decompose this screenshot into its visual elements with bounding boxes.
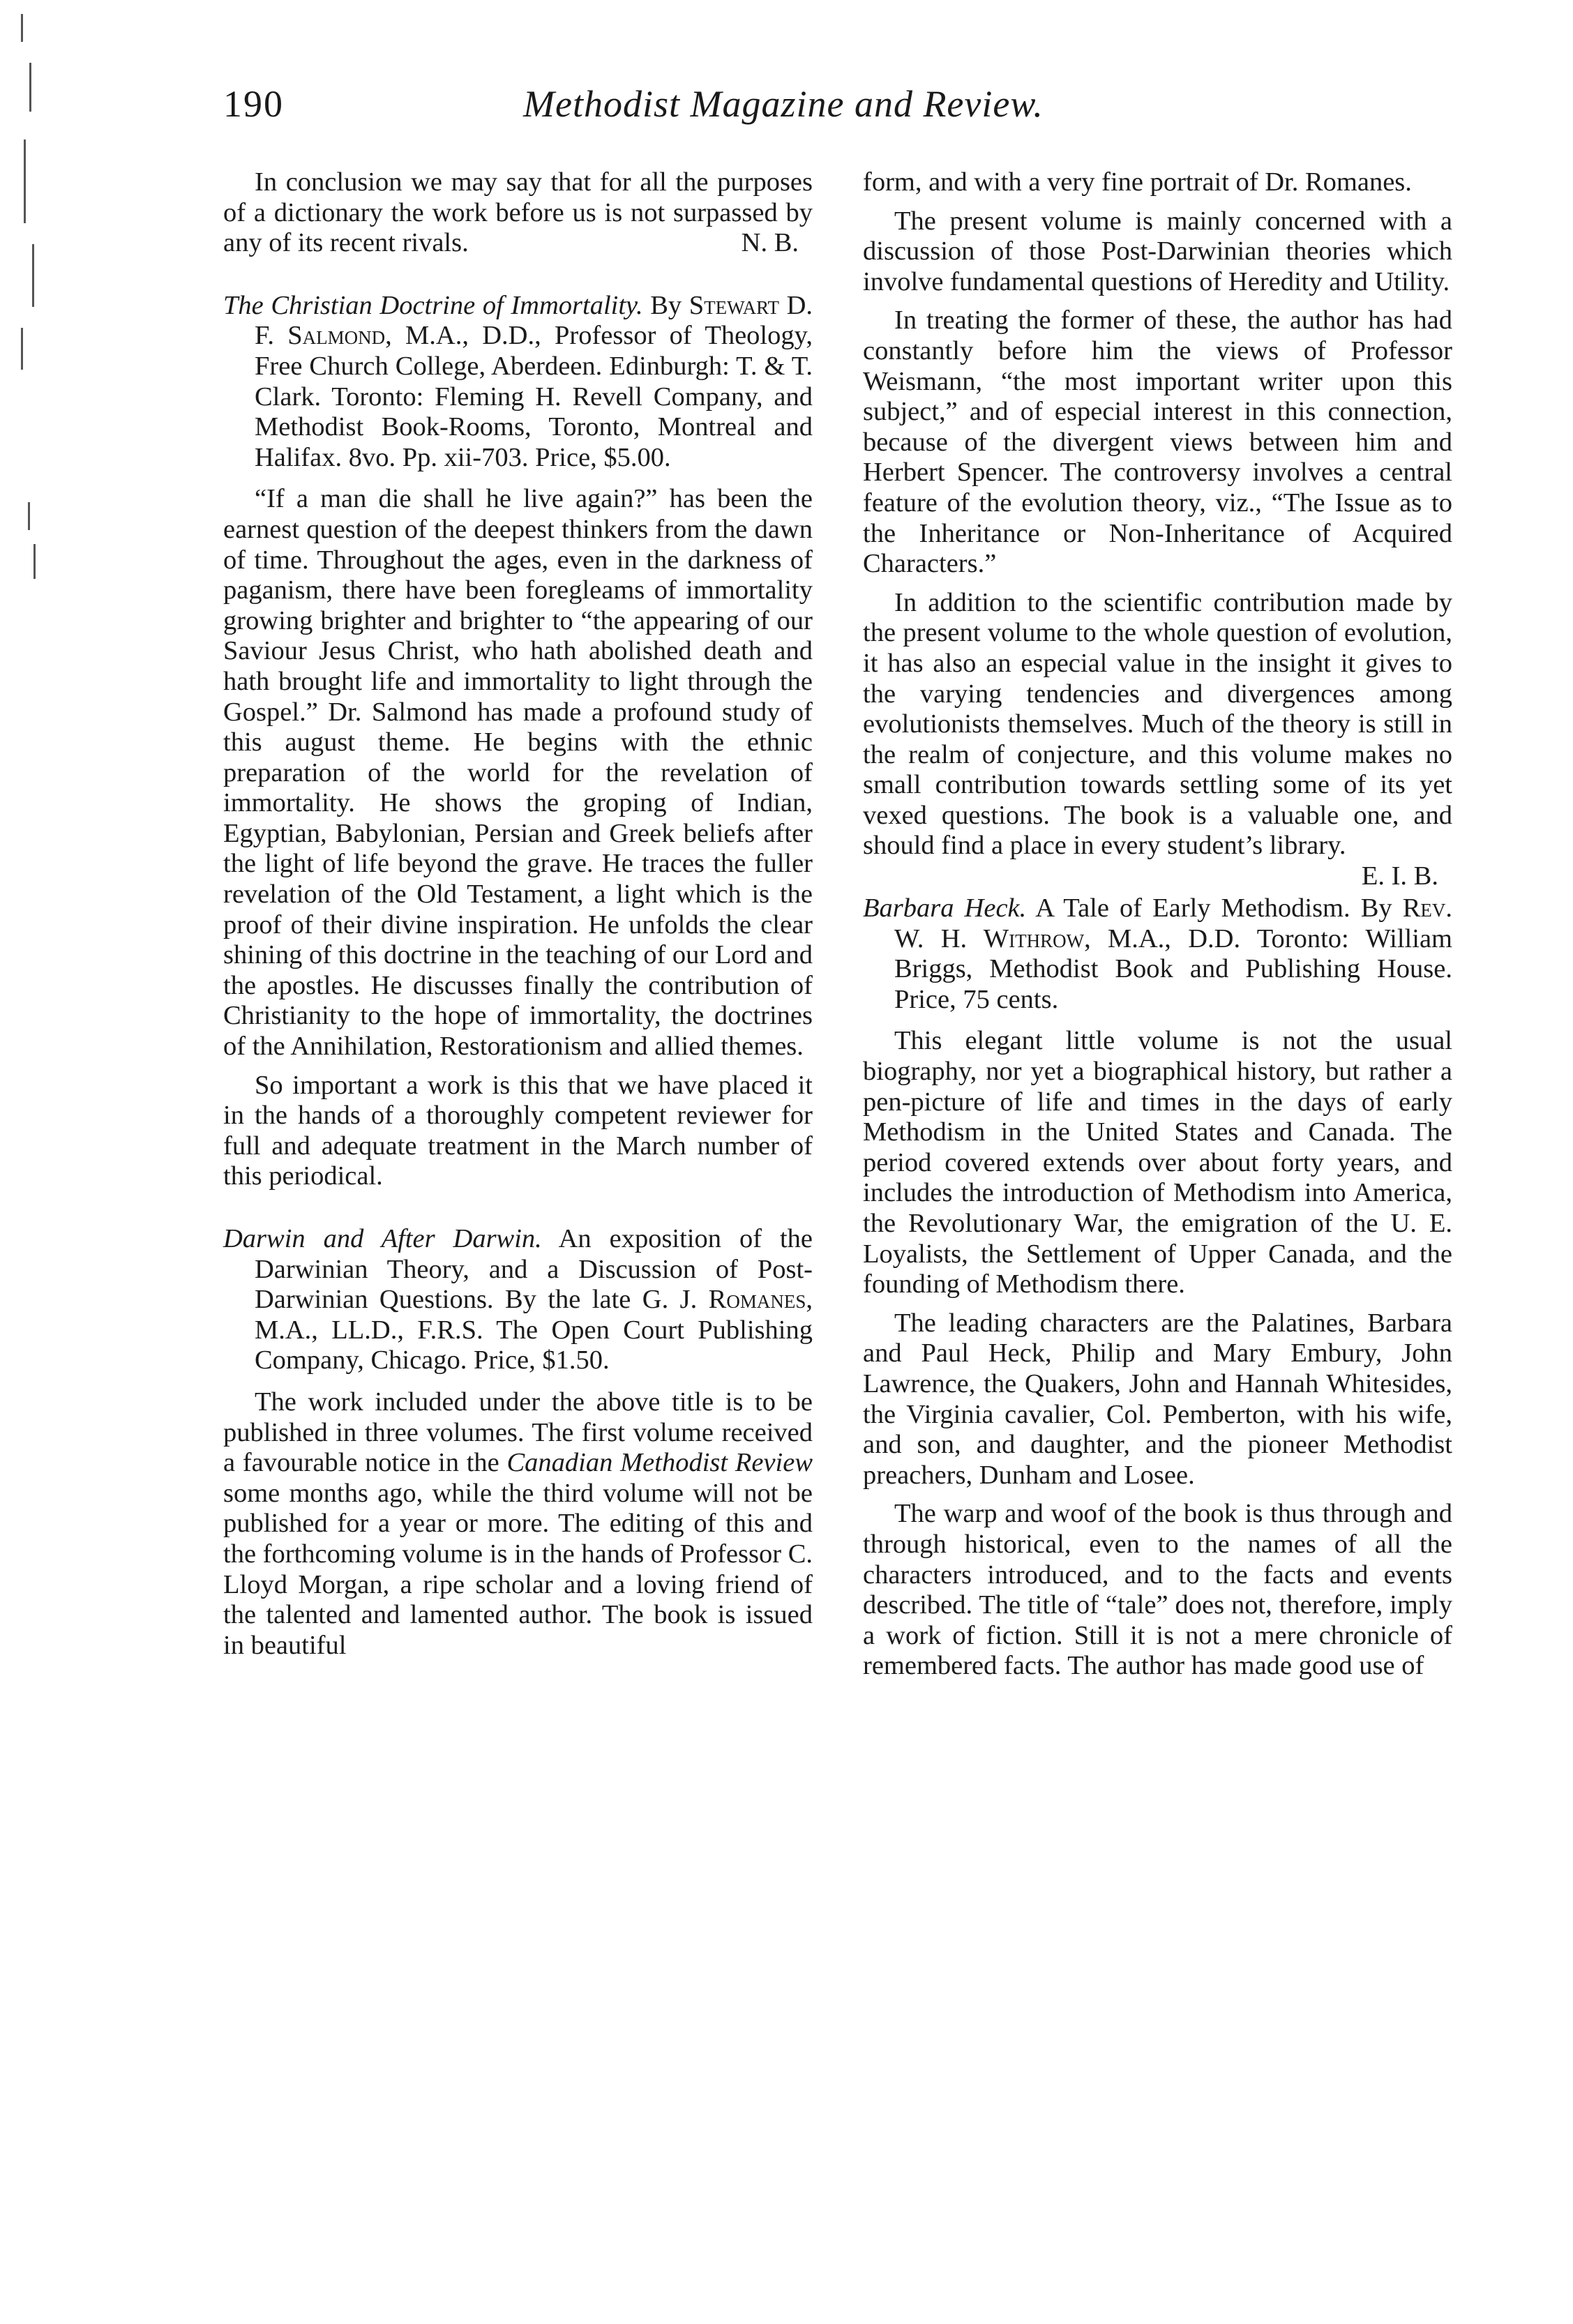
paragraph: form, and with a very fine portrait of Dr. Romanes. bbox=[863, 167, 1412, 197]
paragraph: So important a work is this that we have placed it in the hands of a thoroughly competent reviewer for full and adequate treatment in the March number of this periodical. bbox=[223, 1070, 813, 1191]
page-number: 190 bbox=[223, 83, 284, 125]
book-title: The Christian Doctrine of Immortality. bbox=[223, 290, 643, 320]
paragraph: In treating the former of these, the author has had constantly before him the views of Professor Weismann, “the most important writer upon this subject,” and of especial interest in this connection, because of the divergent views between him and Herbert Spencer. The controversy involves a central feature of the evolution theory, viz., “The Issue as to the Inheritance or Non-Inheritance of Acquired Characters.” bbox=[863, 305, 1452, 579]
paragraph: In conclusion we may say that for all the purposes of a dictionary the work before us is not surpassed by any of its recent rivals. N. B. bbox=[223, 167, 813, 258]
book-entry-darwin: Darwin and After Darwin. An exposition of the Darwinian Theory, and a Discussion of Post-Darwinian Questions. By the late G. J. Romanes, M.A., LL.D., F.R.S. The Open Court Publishing Company, Chicago. Price, $1.50. bbox=[223, 1224, 813, 1375]
book-author: Stewart D. F. Salmond bbox=[255, 290, 813, 351]
book-entry-barbara-heck: Barbara Heck. A Tale of Early Methodism. By Rev. W. H. Withrow, M.A., D.D. Toronto: William Briggs, Methodist Book and Publishing House. Price, 75 cents. bbox=[863, 893, 1452, 1014]
left-column bbox=[223, 167, 813, 1669]
paragraph: The present volume is mainly concerned with a discussion of those Post-Darwinian theories which involve fundamental questions of Heredity and Utility. bbox=[863, 206, 1452, 296]
book-entry-christian-doctrine: The Christian Doctrine of Immortality. By Stewart D. F. Salmond, M.A., D.D., Professor of Theology, Free Church College, Aberdeen. Edinburgh: T. & T. Clark. Toronto: Fleming H. Revell Company, and Methodist Book-Rooms, Toronto, Montreal and Halifax. 8vo. Pp. xii-703. Price, $5.00. bbox=[223, 290, 813, 472]
periodical-title: Canadian Methodist Review bbox=[506, 1448, 813, 1478]
reviewer-signature: N. B. bbox=[741, 228, 799, 258]
scan-margin-marks bbox=[0, 0, 42, 2324]
paragraph: “If a man die shall he live again?” has been the earnest question of the deepest thinkers from the dawn of time. Throughout the ages, even in the darkness of paganism, there have been foregleams of immortality growing brighter and brighter to “the appearing of our Saviour Jesus Christ, who hath abolished death and hath brought life and immortality to light through the Gospel.” Dr. Salmond has made a profound study of this august theme. He begins with the ethnic preparation of the world for the revelation of immortality. He shows the groping of Indian, Egyptian, Babylonian, Persian and Greek beliefs after the light of life beyond the grave. He traces the fuller revelation of the Old Testament, a light which is the proof of their divine inspiration. He unfolds the clear shining of this doctrine in the teaching of our Lord and the apostles. He discusses finally the contribution of Christianity to the hope of immortality, the doctrines of the Annihilation, Restorationism and allied themes. bbox=[223, 484, 813, 1062]
book-title: Barbara Heck. bbox=[863, 893, 1027, 923]
paragraph: In addition to the scientific contribution made by the present volume to the whole question of evolution, it has also an especial value in the insight it gives to the varying tendencies and divergences among evolutionists themselves. Much of the theory is still in the realm of conjecture, and this volume makes no small contribution towards settling some of its yet vexed questions. The book is a valuable one, and should find a place in every student’s library. E. I. B. bbox=[863, 587, 1452, 891]
paragraph: The warp and woof of the book is thus through and through historical, even to the names of all the characters introduced, and to the facts and events described. The title of “tale” does not, therefore, imply a work of fiction. Still it is not a mere chronicle of remembered facts. The author has made good use of bbox=[863, 1499, 1452, 1681]
book-author: Rev. W. H. Withrow bbox=[894, 893, 1452, 953]
paragraph: The work included under the above title is to be published in three volumes. The first volume received a favourable notice in the Canadian Methodist Review some months ago, while the third volume will not be published for a year or more. The editing of this and the forthcoming volume is in the hands of Professor C. Lloyd Morgan, a ripe scholar and a loving friend of the talented and lamented author. The book is issued in beautiful bbox=[223, 1387, 813, 1660]
page-header bbox=[223, 82, 1507, 131]
paragraph: The leading characters are the Palatines, Barbara and Paul Heck, Philip and Mary Embury, John Lawrence, the Quakers, John and Hannah Whitesides, the Virginia cavalier, Col. Pemberton, with his wife, and son, and daughter, and the pioneer Methodist preachers, Dunham and Losee. bbox=[863, 1308, 1452, 1490]
book-author: G. J. Romanes bbox=[642, 1285, 806, 1315]
running-head: Methodist Magazine and Review. bbox=[523, 83, 1044, 125]
reviewer-signature: E. I. B. bbox=[1361, 861, 1438, 891]
book-title: Darwin and After Darwin. bbox=[223, 1224, 542, 1253]
paragraph: This elegant little volume is not the usual biography, nor yet a biographical history, but rather a pen-picture of life and times in the days of early Methodism in the United States and Canada. The period covered extends over about forty years, and includes the introduction of Methodism into America, the Revolutionary War, the emigration of the U. E. Loyalists, the Settlement of Upper Canada, and the founding of Methodism there. bbox=[863, 1026, 1452, 1299]
right-column bbox=[863, 167, 1452, 1690]
